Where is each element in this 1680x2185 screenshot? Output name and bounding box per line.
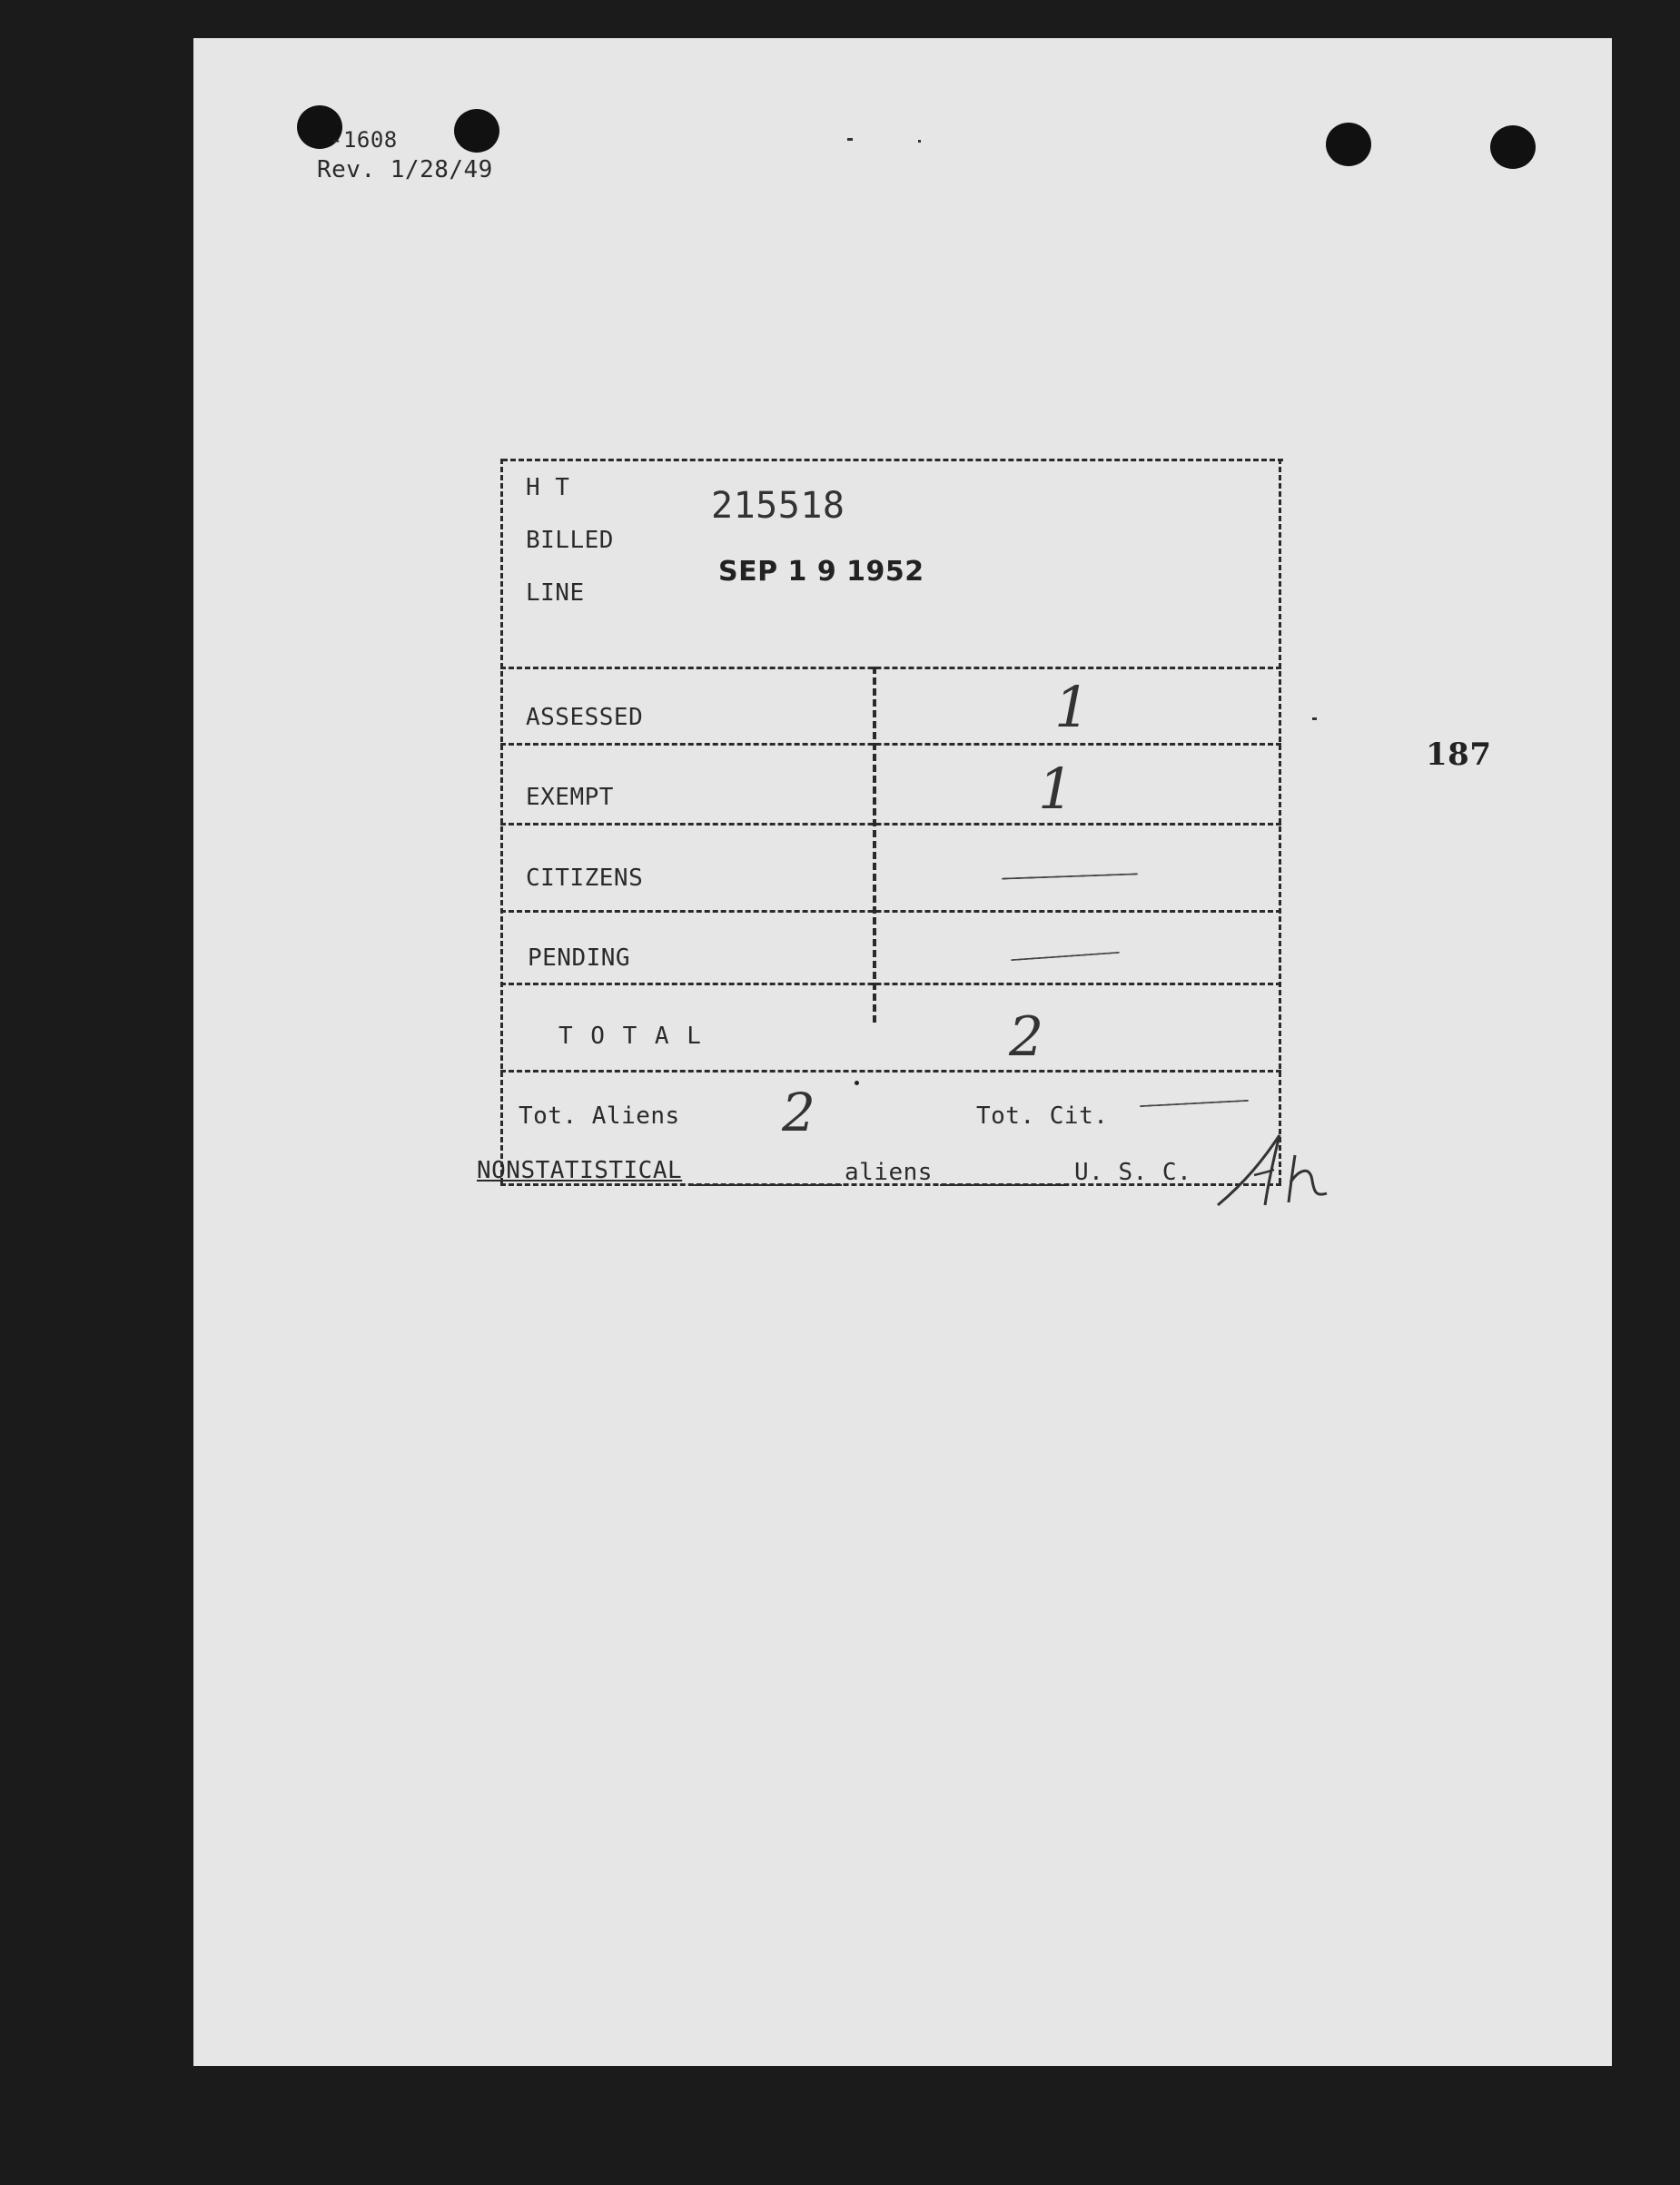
total-citizens-dash — [1140, 1100, 1249, 1107]
total-citizens-label: Tot. Cit. — [976, 1102, 1109, 1130]
form-number: -1608 — [330, 127, 398, 153]
punch-hole-4 — [1490, 125, 1536, 169]
document-page — [193, 38, 1612, 2066]
row-value-pending-dash — [1011, 952, 1120, 961]
speck — [918, 140, 921, 143]
row-value-citizens-dash — [1002, 873, 1138, 879]
row-label-assessed: ASSESSED — [526, 704, 644, 731]
speck — [1312, 717, 1317, 720]
total-value: 2 — [1009, 1005, 1044, 1069]
row-divider-2 — [500, 823, 1281, 826]
billed-label: BILLED — [526, 527, 614, 554]
form-revision: Rev. 1/28/49 — [317, 156, 493, 183]
total-aliens-value: 2 — [782, 1082, 815, 1143]
usc-label: U. S. C. — [1074, 1159, 1192, 1186]
speck — [855, 1081, 859, 1085]
row-value-exempt: 1 — [1038, 756, 1074, 822]
ht-label: H T — [526, 474, 570, 501]
row-label-pending: PENDING — [528, 944, 631, 972]
speck — [847, 138, 853, 141]
row-label-exempt: EXEMPT — [526, 784, 614, 811]
row-divider-5 — [500, 1070, 1281, 1073]
total-aliens-label: Tot. Aliens — [519, 1102, 680, 1130]
received-date-stamp: SEP 1 9 1952 — [718, 556, 924, 588]
handwritten-initials-signature — [1209, 1119, 1354, 1219]
row-divider-3 — [500, 910, 1281, 913]
header-divider — [500, 667, 1281, 669]
serial-number: 215518 — [711, 485, 845, 527]
punch-hole-3 — [1326, 123, 1371, 166]
box-top-border — [502, 459, 1283, 461]
page-number: 187 — [1426, 737, 1492, 773]
box-left-border — [500, 459, 503, 1183]
total-label: T O T A L — [558, 1023, 703, 1050]
row-divider-1 — [500, 743, 1281, 746]
punch-hole-2 — [454, 109, 499, 153]
aliens-blank — [940, 1184, 1067, 1186]
nonstatistical-label: NONSTATISTICAL — [477, 1157, 683, 1184]
column-divider — [873, 667, 876, 1023]
row-value-assessed: 1 — [1054, 674, 1091, 740]
nonstatistical-blank — [689, 1184, 842, 1186]
line-label: LINE — [526, 579, 585, 607]
aliens-label: aliens — [845, 1159, 933, 1186]
row-label-citizens: CITIZENS — [526, 865, 644, 892]
row-divider-4 — [500, 983, 1281, 985]
box-right-border — [1279, 459, 1281, 1183]
